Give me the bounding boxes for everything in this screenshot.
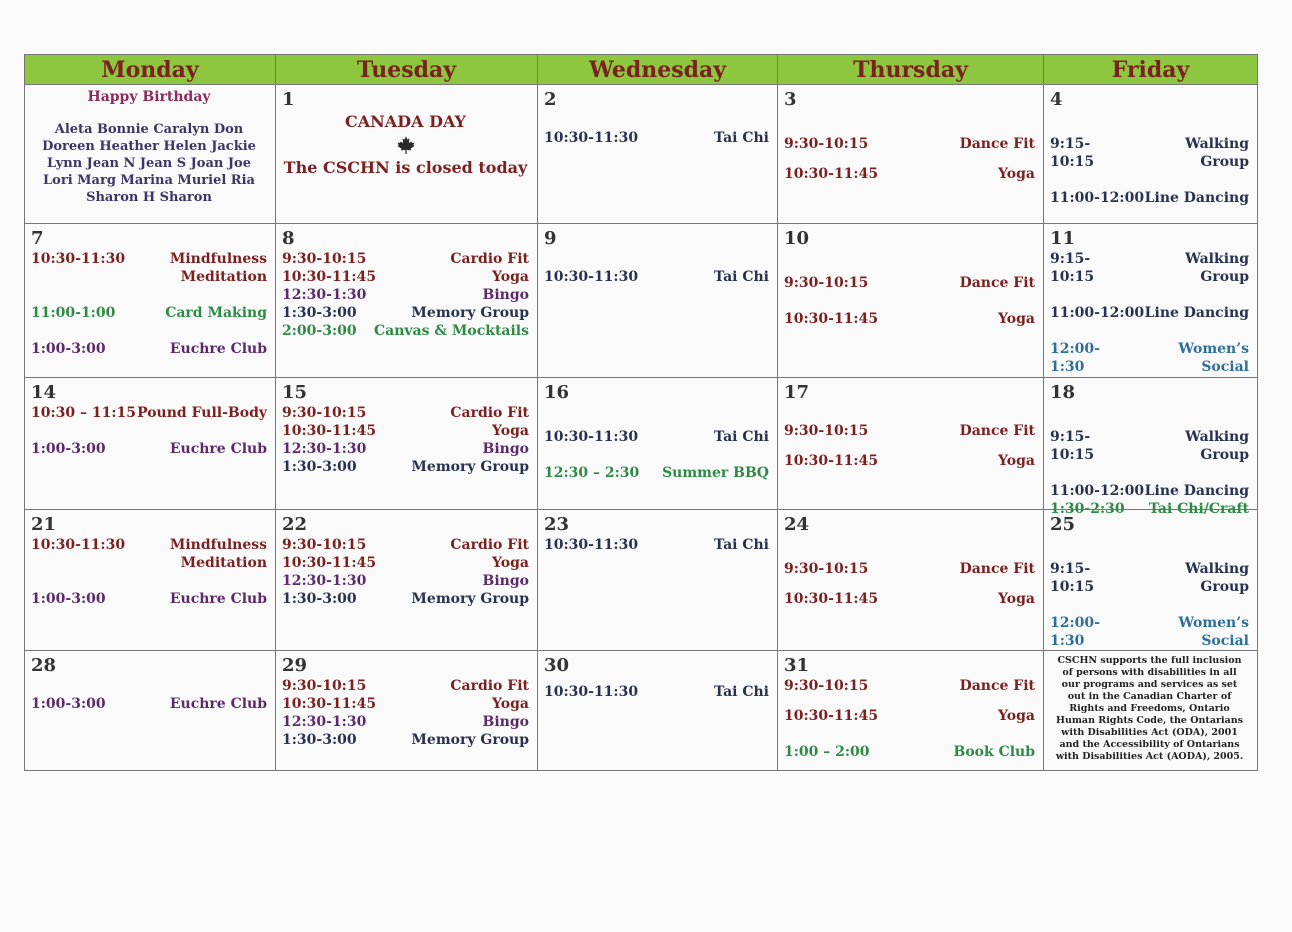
day-number: 22 [282,514,308,535]
event-item [31,590,267,608]
day-cell-content [1044,378,1257,517]
day-number: 1 [282,89,295,110]
event-label: Dance Fit [959,423,1035,439]
event-item [784,165,1035,183]
header-wednesday: Wednesday [538,55,778,85]
week-row [25,510,1258,651]
event-label: Tai Chi [714,269,769,285]
holiday-closed-notice: The CSCHN is closed today [283,158,528,177]
day-cell-content [276,378,537,509]
event-label: Yoga [998,453,1035,469]
spacer [784,292,1035,310]
event-label: Euchre Club [169,341,267,357]
week-row [25,378,1258,510]
day-number: 4 [1050,89,1063,110]
spacer [784,250,1035,274]
event-time: 1:00-3:00 [31,341,106,357]
day-cell [1044,510,1258,651]
event-time: 1:00-3:00 [31,441,106,457]
event-time: 9:30-10:15 [282,405,367,421]
day-number: 28 [31,655,57,676]
event-label: Bingo [482,714,529,730]
event-label: Dance Fit [959,136,1035,152]
day-cell-content [25,510,275,650]
event-time: 10:30 – 11:15 [31,405,137,421]
event-label: Bingo [482,441,529,457]
day-number: 8 [282,228,295,249]
event-label: Walking Group [1185,561,1249,595]
event-time: 1:30-3:00 [282,732,357,748]
event-item [282,713,529,731]
event-time: 1:00 – 2:00 [784,744,870,760]
spacer [1050,596,1249,614]
event-time: 12:00-1:30 [1050,341,1100,375]
spacer [31,322,267,340]
event-time: 9:15-10:15 [1050,136,1095,170]
event-item [784,743,1035,761]
spacer [784,578,1035,590]
event-item [31,440,267,458]
day-cell [538,85,778,224]
event-label: Bingo [482,287,529,303]
event-item [31,695,267,713]
spacer [784,725,1035,743]
event-label: Bingo [482,573,529,589]
event-time: 11:00-12:00 [1050,190,1145,206]
day-cell [1044,224,1258,378]
day-number: 2 [544,89,557,110]
event-item [282,286,529,304]
week-row [25,651,1258,771]
spacer [544,250,769,268]
event-time: 9:15-10:15 [1050,561,1095,595]
event-item [1050,135,1249,171]
event-item [282,404,529,422]
event-item [1050,614,1249,650]
event-item [1050,560,1249,596]
event-label: Dance Fit [959,275,1035,291]
event-item [282,677,529,695]
day-number: 7 [31,228,44,249]
day-cell [25,378,276,510]
event-time: 9:30-10:15 [784,423,869,439]
event-time: 9:30-10:15 [784,561,869,577]
day-cell-content [538,651,777,770]
day-cell [276,224,538,378]
event-item [544,683,769,701]
event-time: 9:30-10:15 [784,678,869,694]
event-item [1050,250,1249,286]
spacer [1050,536,1249,560]
event-time: 10:30-11:30 [544,130,639,146]
day-cell-content [276,510,537,650]
event-time: 1:30-3:00 [282,459,357,475]
event-label: Women’s Social [1178,341,1249,375]
header-friday: Friday [1044,55,1258,85]
spacer [1050,286,1249,304]
day-number: 25 [1050,514,1076,535]
event-time: 10:30-11:45 [784,166,879,182]
event-item [31,340,267,358]
event-item [282,554,529,572]
event-time: 10:30-11:45 [282,269,377,285]
event-time: 10:30-11:45 [784,453,879,469]
event-label: Yoga [492,555,529,571]
day-number: 21 [31,514,57,535]
event-item [784,707,1035,725]
day-cell [276,378,538,510]
birthday-title: Happy Birthday [87,89,211,105]
spacer [1050,404,1249,428]
event-item [784,452,1035,470]
event-time: 1:00-3:00 [31,591,106,607]
birthday-names: Aleta Bonnie Caralyn Don Doreen Heather Helen Jackie Lynn Jean N Jean S Joan Joe Lori Marg Marina Muriel Ria Sharon H Sharon [42,122,256,205]
event-time: 10:30-11:45 [784,591,879,607]
day-cell [538,651,778,771]
event-item [282,572,529,590]
spacer [1050,171,1249,189]
event-time: 10:30-11:45 [282,423,377,439]
event-item [282,590,529,608]
event-label: Yoga [492,696,529,712]
event-label: Walking Group [1185,136,1249,170]
event-item [1050,189,1249,207]
event-item [784,677,1035,695]
day-number: 23 [544,514,570,535]
day-cell-content [25,378,275,509]
event-time: 10:30-11:30 [31,537,126,553]
spacer [784,153,1035,165]
event-label: Dance Fit [959,561,1035,577]
event-time: 10:30-11:45 [282,696,377,712]
event-label: Pound Full-Body [137,405,267,421]
day-number: 15 [282,382,308,403]
event-time: 12:00-1:30 [1050,615,1100,649]
day-number: 16 [544,382,570,403]
event-time: 10:30-11:30 [544,684,639,700]
day-cell-content [25,224,275,377]
event-time: 10:30-11:45 [784,708,879,724]
day-cell-content [778,85,1043,223]
day-cell [276,510,538,651]
day-number: 30 [544,655,570,676]
day-cell-content [1044,224,1257,377]
day-cell [1044,85,1258,224]
event-time: 9:30-10:15 [282,251,367,267]
event-label: Yoga [998,311,1035,327]
day-cell-content [778,510,1043,650]
event-label: Tai Chi [714,684,769,700]
event-time: 1:30-2:30 [1050,501,1125,517]
day-cell [276,85,538,224]
event-time: 9:30-10:15 [282,678,367,694]
event-label: Euchre Club [169,696,267,712]
header-thursday: Thursday [778,55,1044,85]
event-item [1050,304,1249,322]
spacer [544,111,769,129]
event-time: 12:30-1:30 [282,441,367,457]
event-time: 1:30-3:00 [282,591,357,607]
event-label: Yoga [492,423,529,439]
day-cell-content [25,85,275,223]
event-item [282,322,529,340]
event-label: Cardio Fit [450,251,529,267]
event-time: 9:15-10:15 [1050,429,1095,463]
event-time: 2:00-3:00 [282,323,357,339]
event-label: Yoga [998,166,1035,182]
day-cell-content [778,224,1043,377]
event-item [282,536,529,554]
day-cell-content [25,651,275,770]
event-label: Book Club [953,744,1035,760]
event-time: 10:30-11:30 [544,537,639,553]
day-cell [25,85,276,224]
event-label: Tai Chi [714,429,769,445]
maple-leaf-icon [282,135,529,155]
event-item [31,250,267,286]
event-label: Memory Group [411,732,529,748]
event-label: Line Dancing [1144,190,1249,206]
event-item [31,536,267,572]
event-label: Yoga [998,708,1035,724]
day-cell [538,224,778,378]
day-number: 3 [784,89,797,110]
calendar-table [24,54,1258,771]
holiday-title: CANADA DAY [345,112,466,131]
event-item [282,440,529,458]
day-cell-content [778,378,1043,509]
spacer [31,677,267,695]
day-cell [778,510,1044,651]
event-time: 11:00-12:00 [1050,483,1145,499]
day-number: 14 [31,382,57,403]
event-label: Tai Chi/Craft [1148,501,1249,517]
event-label: Cardio Fit [450,678,529,694]
day-number: 9 [544,228,557,249]
event-item [31,304,267,322]
spacer [31,286,267,304]
day-cell-content [276,85,537,223]
event-item [1050,428,1249,464]
spacer [544,404,769,428]
event-time: 9:30-10:15 [784,136,869,152]
event-label: Women’s Social [1178,615,1249,649]
event-item [544,268,769,286]
event-item [282,268,529,286]
event-label: Canvas & Mocktails [374,323,529,339]
event-time: 12:30-1:30 [282,573,367,589]
event-time: 12:30-1:30 [282,714,367,730]
spacer [784,111,1035,135]
event-label: Yoga [998,591,1035,607]
day-cell [778,224,1044,378]
event-item [282,731,529,749]
event-item [282,304,529,322]
spacer [784,440,1035,452]
day-cell [538,378,778,510]
event-label: Euchre Club [169,441,267,457]
event-item [784,422,1035,440]
event-item [784,560,1035,578]
event-time: 10:30-11:30 [544,269,639,285]
inclusion-statement: CSCHN supports the full inclusion of persons with disabilities in all our programs and services as set out in the Canadian Charter of Rights and Freedoms, Ontario Human Rights Code, the Ontarians with Disabilities Act (ODA), 2001 and the Accessibility of Ontarians with Disabilities Act (AODA), 2005. [1055,655,1244,762]
event-label: Cardio Fit [450,405,529,421]
event-item [784,274,1035,292]
day-cell [1044,378,1258,517]
event-label: Memory Group [411,305,529,321]
event-item [282,695,529,713]
day-cell [25,651,276,771]
calendar-body [25,85,1258,771]
event-label: Yoga [492,269,529,285]
day-cell-content [1044,651,1257,770]
event-time: 9:15-10:15 [1050,251,1095,285]
day-cell [25,224,276,378]
spacer [1050,111,1249,135]
day-number: 17 [784,382,810,403]
event-time: 10:30-11:30 [544,429,639,445]
week-row [25,85,1258,224]
day-cell [276,651,538,771]
event-label: Card Making [165,305,267,321]
event-label: Walking Group [1185,429,1249,463]
event-item [1050,340,1249,376]
day-number: 11 [1050,228,1076,249]
day-cell-content [538,378,777,509]
event-item [1050,482,1249,500]
spacer [1050,322,1249,340]
event-item [784,135,1035,153]
day-number: 29 [282,655,308,676]
spacer [31,422,267,440]
event-label: Memory Group [411,591,529,607]
day-cell [778,378,1044,510]
day-number: 18 [1050,382,1076,403]
day-cell [778,651,1044,771]
event-time: 9:30-10:15 [784,275,869,291]
event-time: 10:30-11:45 [282,555,377,571]
event-item [784,310,1035,328]
day-cell [25,510,276,651]
day-number: 24 [784,514,810,535]
event-label: Tai Chi [714,130,769,146]
spacer [544,446,769,464]
day-cell [1044,651,1258,771]
event-time: 12:30 – 2:30 [544,465,640,481]
event-label: Dance Fit [959,678,1035,694]
day-cell-content [538,85,777,223]
event-label: Line Dancing [1144,305,1249,321]
day-cell-content [538,224,777,377]
spacer [31,572,267,590]
event-label: Tai Chi [714,537,769,553]
event-item [282,250,529,268]
weekday-header-row [25,55,1258,85]
day-cell-content [538,510,777,650]
event-item [544,464,769,482]
spacer [1050,464,1249,482]
header-tuesday: Tuesday [276,55,538,85]
event-time: 1:30-3:00 [282,305,357,321]
day-cell-content [1044,85,1257,223]
event-item [544,536,769,554]
spacer [784,695,1035,707]
event-label: Mindfulness Meditation [169,537,267,571]
day-cell [538,510,778,651]
event-time: 9:30-10:15 [282,537,367,553]
spacer [784,404,1035,422]
day-number: 31 [784,655,810,676]
week-row [25,224,1258,378]
day-cell-content [276,651,537,770]
event-label: Euchre Club [169,591,267,607]
day-cell-content [276,224,537,377]
event-item [282,422,529,440]
day-cell-content [1044,510,1257,650]
event-label: Line Dancing [1144,483,1249,499]
day-number: 10 [784,228,810,249]
event-time: 11:00-1:00 [31,305,116,321]
header-monday: Monday [25,55,276,85]
day-cell [778,85,1044,224]
event-item [544,428,769,446]
event-item [31,404,267,422]
event-label: Memory Group [411,459,529,475]
event-label: Mindfulness Meditation [169,251,267,285]
event-time: 12:30-1:30 [282,287,367,303]
event-time: 11:00-12:00 [1050,305,1145,321]
event-item [282,458,529,476]
event-time: 10:30-11:30 [31,251,126,267]
spacer [784,536,1035,560]
day-cell-content [778,651,1043,770]
event-item [784,590,1035,608]
event-time: 10:30-11:45 [784,311,879,327]
event-label: Cardio Fit [450,537,529,553]
event-label: Walking Group [1185,251,1249,285]
event-time: 1:00-3:00 [31,696,106,712]
event-item [544,129,769,147]
event-label: Summer BBQ [662,465,769,481]
